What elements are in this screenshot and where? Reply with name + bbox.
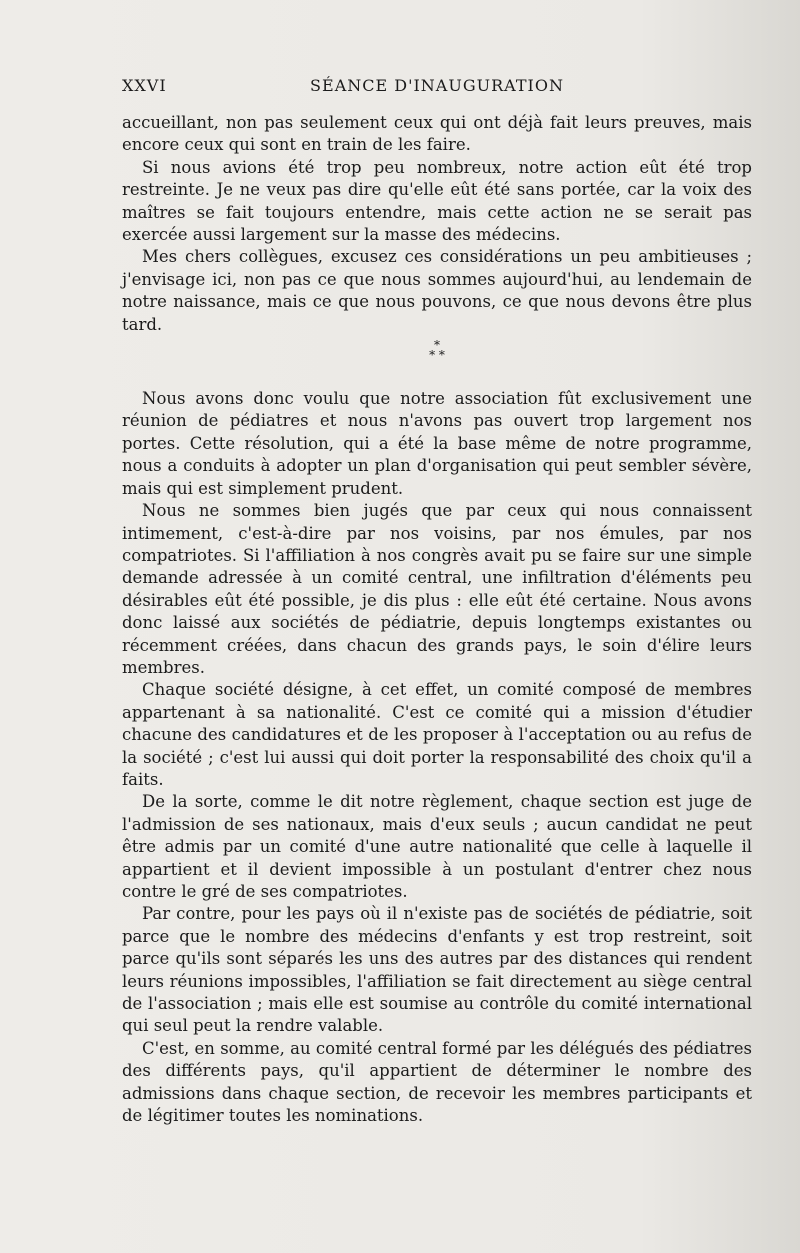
paragraph: accueillant, non pas seulement ceux qui ont déjà fait leurs preuves, mais encore ceux qui sont en train de les faire. — [122, 113, 752, 155]
paragraph: Nous avons donc voulu que notre association fût exclusivement une réunion de pédiatres et nous n'avons pas ouvert trop largement nos portes. Cette résolution, qui a été la base même de notre programme, nous a conduits à adopter un plan d'organisation qui peut sembler sévère, mais qui est simplement prudent. — [122, 389, 752, 498]
paragraph: Mes chers collègues, excusez ces considérations un peu ambitieuses ; j'envisage ici, non pas ce que nous sommes aujourd'hui, au lendemain de notre naissance, mais ce que nous pouvons, ce que nous devons être plus tard. — [122, 247, 752, 334]
section-separator — [122, 338, 752, 363]
paragraph: Par contre, pour les pays où il n'existe pas de sociétés de pédiatrie, soit parce que le nombre des médecins d'enfants y est trop restreint, soit parce qu'ils sont séparés les uns des autres par des distances qui rendent leurs réunions impossibles, l'affiliation se fait directement au siège central de l'association ; mais elle est soumise au contrôle du comité international qui seul peut la rendre valable. — [122, 904, 752, 1036]
paragraph: Chaque société désigne, à cet effet, un comité composé de membres appartenant à sa nationalité. C'est ce comité qui a mission d'étudier chacune des candidatures et de les proposer à l'acceptation ou au refus de la société ; c'est lui aussi qui doit porter la responsabilité des choix qu'il a faits. — [122, 680, 752, 789]
running-title: SÉANCE D'INAUGURATION — [310, 76, 564, 95]
body-text — [122, 112, 752, 1127]
paragraph: Nous ne sommes bien jugés que par ceux qui nous connaissent intimement, c'est-à-dire par nos voisins, par nos émules, par nos compatriotes. Si l'affiliation à nos congrès avait pu se faire sur une simple demande adressée à un comité central, une infiltration d'éléments peu désirables eût été possible, je dis plus : elle eût été certaine. Nous avons donc laissé aux sociétés de pédiatrie, depuis longtemps existantes ou récemment créées, dans chacun des grands pays, le soin d'élire leurs membres. — [122, 501, 752, 677]
paragraph: De la sorte, comme le dit notre règlement, chaque section est juge de l'admission de ses nationaux, mais d'eux seuls ; aucun candidat ne peut être admis par un comité d'une autre nationalité que celle à laquelle il appartient et il devient impossible à un postulant d'entrer chez nous contre le gré de ses compatriotes. — [122, 792, 752, 901]
page-number: XXVI — [122, 76, 167, 95]
page-header — [122, 76, 752, 100]
paragraph: C'est, en somme, au comité central formé par les délégués des pédiatres des différents pays, qu'il appartient de déterminer le nombre des admissions dans chaque section, de recevoir les membres participants et de légitimer toutes les nominations. — [122, 1038, 752, 1126]
paragraph: Si nous avions été trop peu nombreux, notre action eût été trop restreinte. Je ne veux pas dire qu'elle eût été sans portée, car la voix des maîtres se fait toujours entendre, mais cette action ne se serait pas exercée aussi largement sur la masse des médecins. — [122, 157, 752, 245]
separator-top-star: * — [434, 338, 440, 353]
separator-bottom-stars: * * — [429, 348, 445, 363]
